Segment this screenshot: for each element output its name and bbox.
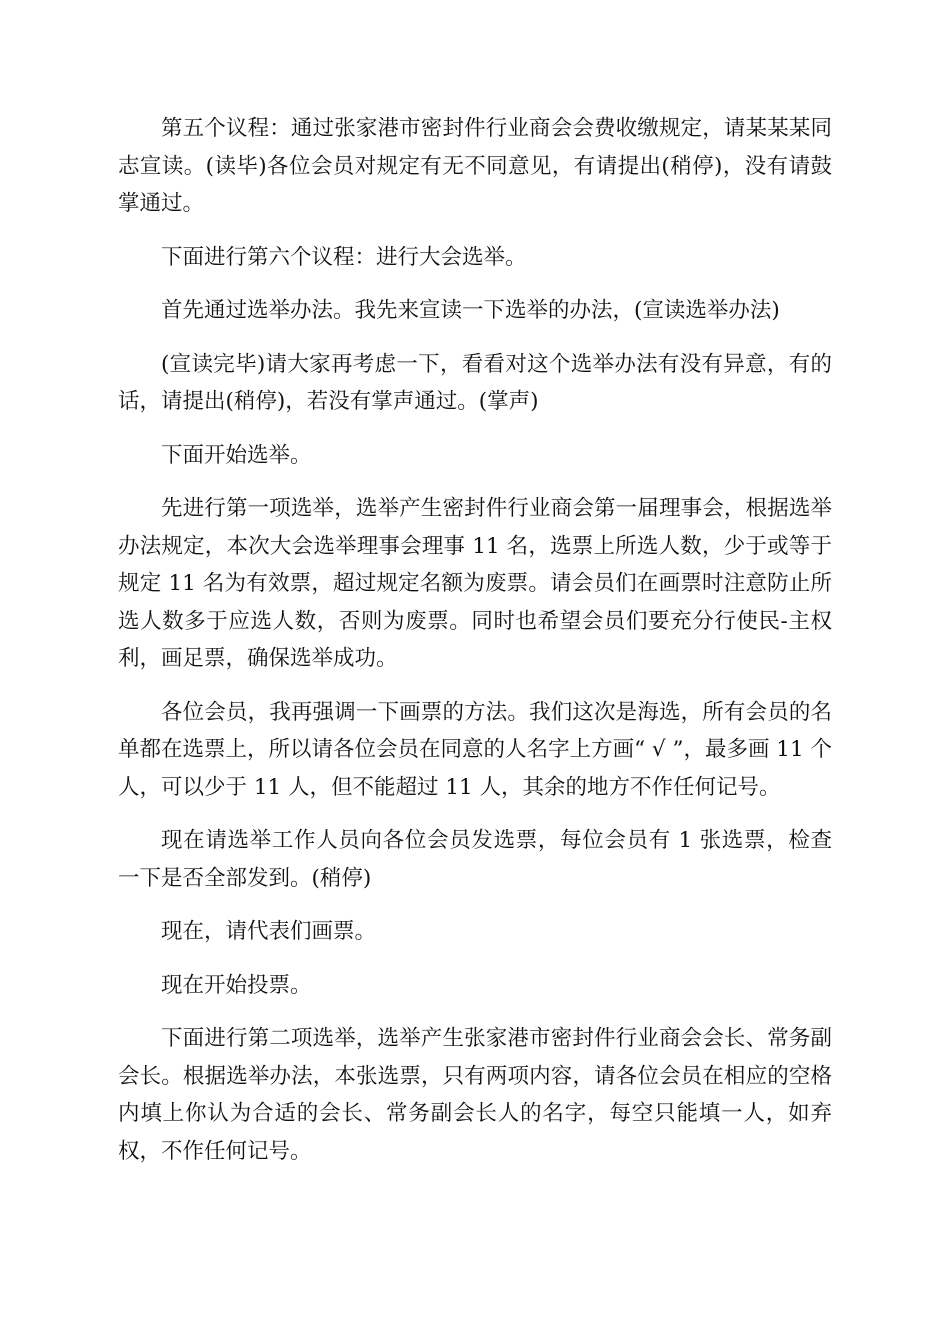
- paragraph-ballot-method: 各位会员，我再强调一下画票的方法。我们这次是海选，所有会员的名单都在选票上，所以请各位会员在同意的人名字上方画“ √ ”，最多画 11 个人，可以少于 11 人，但不能超过 11 人，其余的地方不作任何记号。: [118, 699, 832, 800]
- paragraph-start-voting: 现在开始投票。: [161, 972, 312, 998]
- paragraph-method-approval: (宣读完毕)请大家再考虑一下，看看对这个选举办法有没有异意，有的话，请提出(稍停)，若没有掌声通过。(掌声): [118, 351, 832, 414]
- paragraph-mark-ballots: 现在，请代表们画票。: [161, 919, 377, 944]
- paragraph-second-election: 下面进行第二项选举，选举产生张家港市密封件行业商会会长、常务副会长。根据选举办法，本张选票，只有两项内容，请各位会员在相应的空格内填上你认为合适的会长、常务副会长人的名字，每空只能填一人，如弃权，不作任何记号。: [118, 1026, 832, 1164]
- paragraph-agenda-six: 下面进行第六个议程：进行大会选举。: [161, 244, 527, 270]
- document-page: [118, 110, 832, 1186]
- paragraph-agenda-five: 第五个议程：通过张家港市密封件行业商会会费收缴规定，请某某某同志宣读。(读毕)各位会员对规定有无不同意见，有请提出(稍停)，没有请鼓掌通过。: [118, 116, 832, 216]
- paragraph-distribute-ballots: 现在请选举工作人员向各位会员发选票，每位会员有 1 张选票，检查一下是否全部发到。(稍停): [118, 828, 832, 891]
- paragraph-start-election: 下面开始选举。: [161, 442, 312, 468]
- paragraph-first-election: 先进行第一项选举，选举产生密封件行业商会第一届理事会，根据选举办法规定，本次大会选举理事会理事 11 名，选票上所选人数，少于或等于规定 11 名为有效票，超过规定名额为废票。请会员们在画票时注意防止所选人数多于应选人数，否则为废票。同时也希望会员们要充分行使民-主权利，画足票，确保选举成功。: [118, 496, 832, 671]
- paragraph-election-method: 首先通过选举办法。我先来宣读一下选举的办法，(宣读选举办法): [161, 298, 780, 323]
